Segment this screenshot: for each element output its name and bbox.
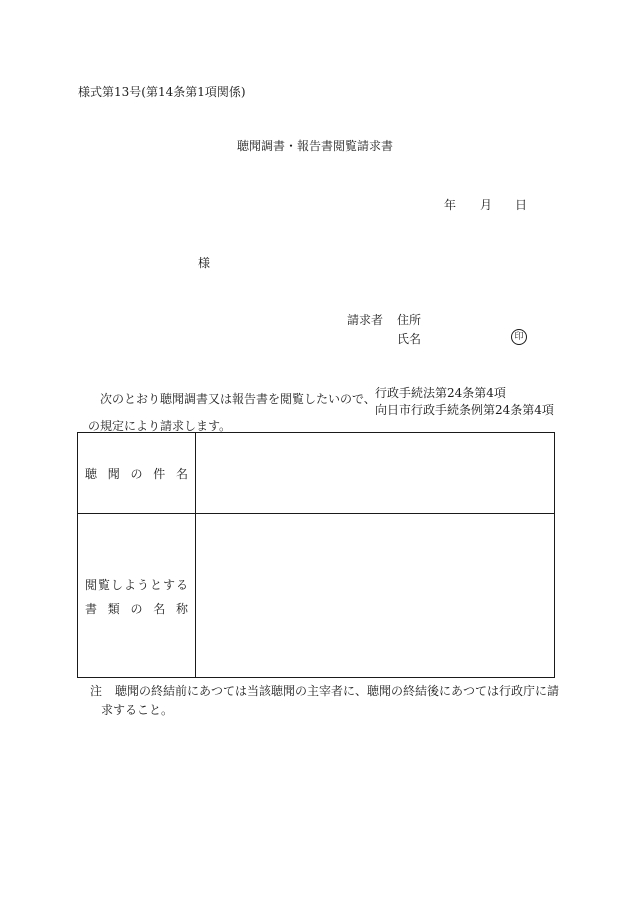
addressee-honorific: 様 — [198, 256, 211, 270]
law-option-ordinance: 向日市行政手続条例第24条第4項 — [375, 403, 554, 417]
name-label: 氏名 — [397, 332, 422, 346]
law-option-act: 行政手続法第24条第4項 — [375, 386, 506, 400]
column-divider — [195, 433, 196, 513]
date-year-label: 年 — [444, 198, 457, 212]
table-row-document-name — [78, 513, 554, 677]
address-label: 住所 — [397, 313, 422, 327]
requester-label: 請求者 — [347, 313, 384, 327]
document-name-label-line-2: 書類の名称 — [85, 602, 188, 616]
intro-continuation: の規定により請求します。 — [88, 419, 232, 433]
form-number: 様式第13号(第14条第1項関係) — [78, 85, 246, 99]
date-month-label: 月 — [480, 198, 493, 212]
seal-mark: 印 — [511, 329, 527, 345]
table-row-case-name — [78, 433, 554, 513]
note-text-line-1: 聴聞の終結前にあつては当該聴聞の主宰者に、聴聞の終結後にあつては行政庁に請 — [115, 684, 560, 698]
intro-text: 次のとおり聴聞調書又は報告書を閲覧したいので、 — [100, 392, 376, 406]
case-name-label: 聴聞の件名 — [85, 467, 188, 481]
document-title: 聴聞調書・報告書閲覧請求書 — [236, 139, 393, 153]
document-name-label-line-1: 閲覧しようとする — [85, 578, 188, 592]
date-day-label: 日 — [515, 198, 528, 212]
note-text-line-2: 求すること。 — [101, 703, 174, 717]
note-mark: 注 — [90, 684, 103, 698]
column-divider — [195, 514, 196, 677]
request-table — [77, 432, 555, 678]
